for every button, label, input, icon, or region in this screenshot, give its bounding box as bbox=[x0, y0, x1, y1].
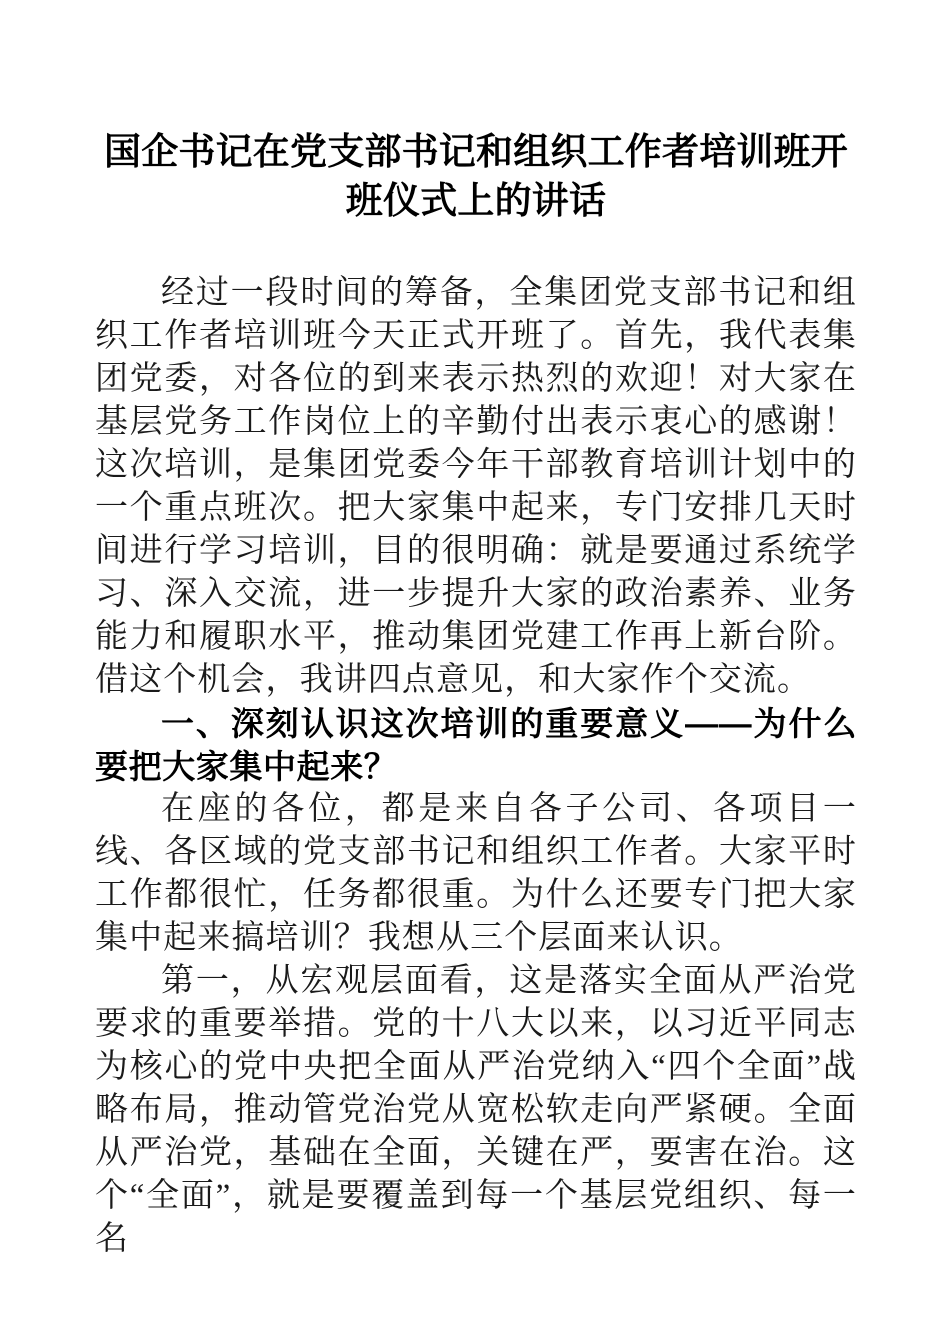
paragraph-opening: 经过一段时间的筹备，全集团党支部书记和组织工作者培训班今天正式开班了。首先，我代表集团党委，对各位的到来表示热烈的欢迎！对大家在基层党务工作岗位上的辛勤付出表示衷心的感谢！这次培训，是集团党委今年干部教育培训计划中的一个重点班次。把大家集中起来，专门安排几天时间进行学习培训，目的很明确：就是要通过系统学习、深入交流，进一步提升大家的政治素养、业务能力和履职水平，推动集团党建工作再上新台阶。借这个机会，我讲四点意见，和大家作个交流。 bbox=[95, 275, 857, 698]
heading-section-one: 一、深刻认识这次培训的重要意义——为什么要把大家集中起来？ bbox=[95, 705, 857, 785]
document-title: 国企书记在党支部书记和组织工作者培训班开班仪式上的讲话 bbox=[104, 132, 848, 222]
paragraph-audience: 在座的各位，都是来自各子公司、各项目一线、各区域的党支部书记和组织工作者。大家平时工作都很忙，任务都很重。为什么还要专门把大家集中起来搞培训？我想从三个层面来认识。 bbox=[95, 791, 857, 956]
document-body bbox=[95, 0, 857, 1261]
title-spacer bbox=[95, 226, 857, 272]
paragraph-point-one: 第一，从宏观层面看，这是落实全面从严治党要求的重要举措。党的十八大以来，以习近平同志为核心的党中央把全面从严治党纳入“四个全面”战略布局，推动管党治党从宽松软走向严紧硬。全面从严治党，基础在全面，关键在严，要害在治。这个“全面”，就是要覆盖到每一个基层党组织、每一名 bbox=[95, 963, 857, 1257]
